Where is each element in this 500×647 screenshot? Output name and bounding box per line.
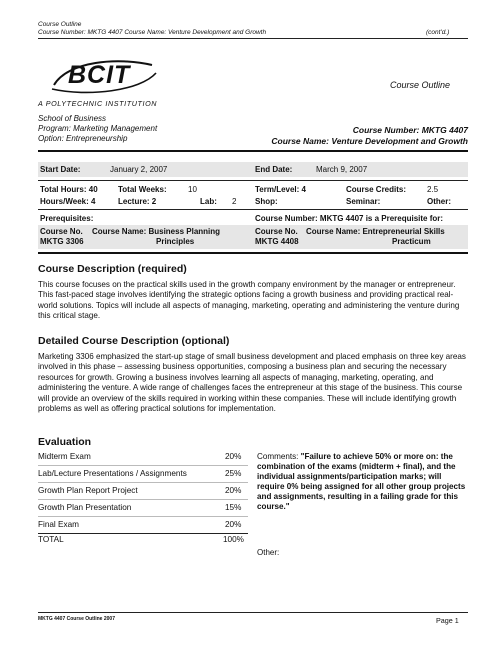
prereq-left-code: MKTG 3306 [40, 237, 84, 246]
evaluation-item-name: Growth Plan Presentation [38, 503, 132, 512]
program-name: Program: Marketing Management [38, 124, 158, 133]
dates-row-shade [38, 162, 468, 177]
term-level: Term/Level: 4 [255, 185, 306, 194]
logo-tagline: A POLYTECHNIC INSTITUTION [38, 99, 158, 108]
comments-text: "Failure to achieve 50% or more on: the combination of the exams (midterm + final), and the individual assignments/participation marks; will require 0% being assigned for all other group projects and assignments, resulting in a failing grade for this course." [257, 452, 466, 511]
evaluation-row [38, 502, 248, 516]
evaluation-total-row [38, 534, 248, 548]
course-number-header: Course Number: MKTG 4407 [352, 125, 468, 135]
info-table-bottom-rule [38, 252, 468, 254]
end-date-label: End Date: [255, 165, 293, 174]
total-weeks-value: 10 [188, 185, 197, 194]
evaluation-item-name: Growth Plan Report Project [38, 486, 138, 495]
course-credits-label: Course Credits: [346, 185, 407, 194]
prereq-left-name2: Principles [156, 237, 195, 246]
detailed-description-text: Marketing 3306 emphasized the start-up stage of small business development and placed emphasis on three key areas involved in this phase – assessing business opportunities, composing a business plan and securing the necessary resources for growth. Growing a business involves learning all aspects of managing, marketing, operating, and administering the venture. A wide range of challenges faces the entrepreneur at this stage of the business. This course will provide an overview of the skills required in working within these companies. These will include identifying growth problems as well as offering practical solutions for implementation. [38, 352, 466, 414]
evaluation-row-separator [38, 499, 248, 500]
header-divider [38, 38, 468, 39]
prereq-right-col-number: Course No. [255, 227, 298, 236]
evaluation-other-label: Other: [257, 548, 280, 557]
prerequisite-for-label: Course Number: MKTG 4407 is a Prerequisite for: [255, 214, 444, 223]
comments-label: Comments: [257, 452, 299, 461]
evaluation-row-separator [38, 482, 248, 483]
evaluation-row [38, 485, 248, 499]
evaluation-row [38, 519, 248, 533]
evaluation-item-pct: 15% [225, 503, 242, 512]
footer-divider [38, 612, 468, 613]
prereq-right-code: MKTG 4408 [255, 237, 299, 246]
prerequisites-label: Prerequisites: [40, 214, 94, 223]
school-name: School of Business [38, 114, 107, 123]
option-name: Option: Entrepreneurship [38, 134, 128, 143]
course-credits-value: 2.5 [427, 185, 439, 194]
evaluation-item-pct: 20% [225, 520, 242, 529]
seminar-label: Seminar: [346, 197, 381, 206]
hours-per-week: Hours/Week: 4 [40, 197, 96, 206]
lecture-hours: Lecture: 2 [118, 197, 157, 206]
evaluation-item-name: Final Exam [38, 520, 79, 529]
prereq-left-col-number: Course No. [40, 227, 83, 236]
footer-page-number: Page 1 [436, 616, 459, 625]
course-name-header: Course Name: Venture Development and Growth [271, 136, 468, 146]
evaluation-total-label: TOTAL [38, 535, 64, 544]
prereq-left-col-name: Course Name: Business Planning [92, 227, 221, 236]
running-header-title: Course Outline [38, 21, 82, 28]
info-table-top-rule [38, 150, 468, 152]
evaluation-total-value: 100% [223, 535, 244, 544]
course-description-text: This course focuses on the practical skills used in the growth company environment by the manager or entrepreneur. This fast-paced stage involves identifying the strategic options facing a growth business and providing practical real-world solutions. Topics will include all aspects of managing, marketing, operating and administering the venture during this critical stage. [38, 280, 460, 321]
start-date-value: January 2, 2007 [110, 165, 168, 174]
dates-divider [38, 180, 468, 181]
evaluation-row-separator [38, 516, 248, 517]
other-label: Other: [427, 197, 451, 206]
evaluation-item-pct: 25% [225, 469, 242, 478]
shop-label: Shop: [255, 197, 278, 206]
total-weeks-label: Total Weeks: [118, 185, 167, 194]
document-title: Course Outline [390, 80, 451, 90]
prereq-right-col-name: Course Name: Entrepreneurial Skills [306, 227, 445, 236]
total-hours: Total Hours: 40 [40, 185, 98, 194]
running-header-course: Course Number: MKTG 4407 Course Name: Venture Development and Growth [38, 29, 267, 36]
detailed-description-heading: Detailed Course Description (optional) [38, 335, 230, 347]
prereq-right-name2: Practicum [392, 237, 431, 246]
lab-label: Lab: [200, 197, 217, 206]
lab-value: 2 [232, 197, 237, 206]
evaluation-item-name: Lab/Lecture Presentations / Assignments [38, 469, 187, 478]
logo-wordmark: BCIT [68, 61, 131, 89]
evaluation-comments [257, 452, 471, 512]
evaluation-row [38, 451, 248, 465]
end-date-value: March 9, 2007 [316, 165, 368, 174]
evaluation-item-pct: 20% [225, 452, 242, 461]
evaluation-row [38, 468, 248, 482]
evaluation-heading: Evaluation [38, 436, 92, 448]
bcit-logo [48, 55, 160, 97]
evaluation-row-separator [38, 465, 248, 466]
evaluation-item-pct: 20% [225, 486, 242, 495]
footer-left: MKTG 4407 Course Outline 2007 [38, 616, 115, 622]
running-header-contd: (cont'd.) [426, 29, 450, 36]
start-date-label: Start Date: [40, 165, 81, 174]
course-description-heading: Course Description (required) [38, 263, 187, 275]
evaluation-item-name: Midterm Exam [38, 452, 91, 461]
hours-divider [38, 209, 468, 210]
